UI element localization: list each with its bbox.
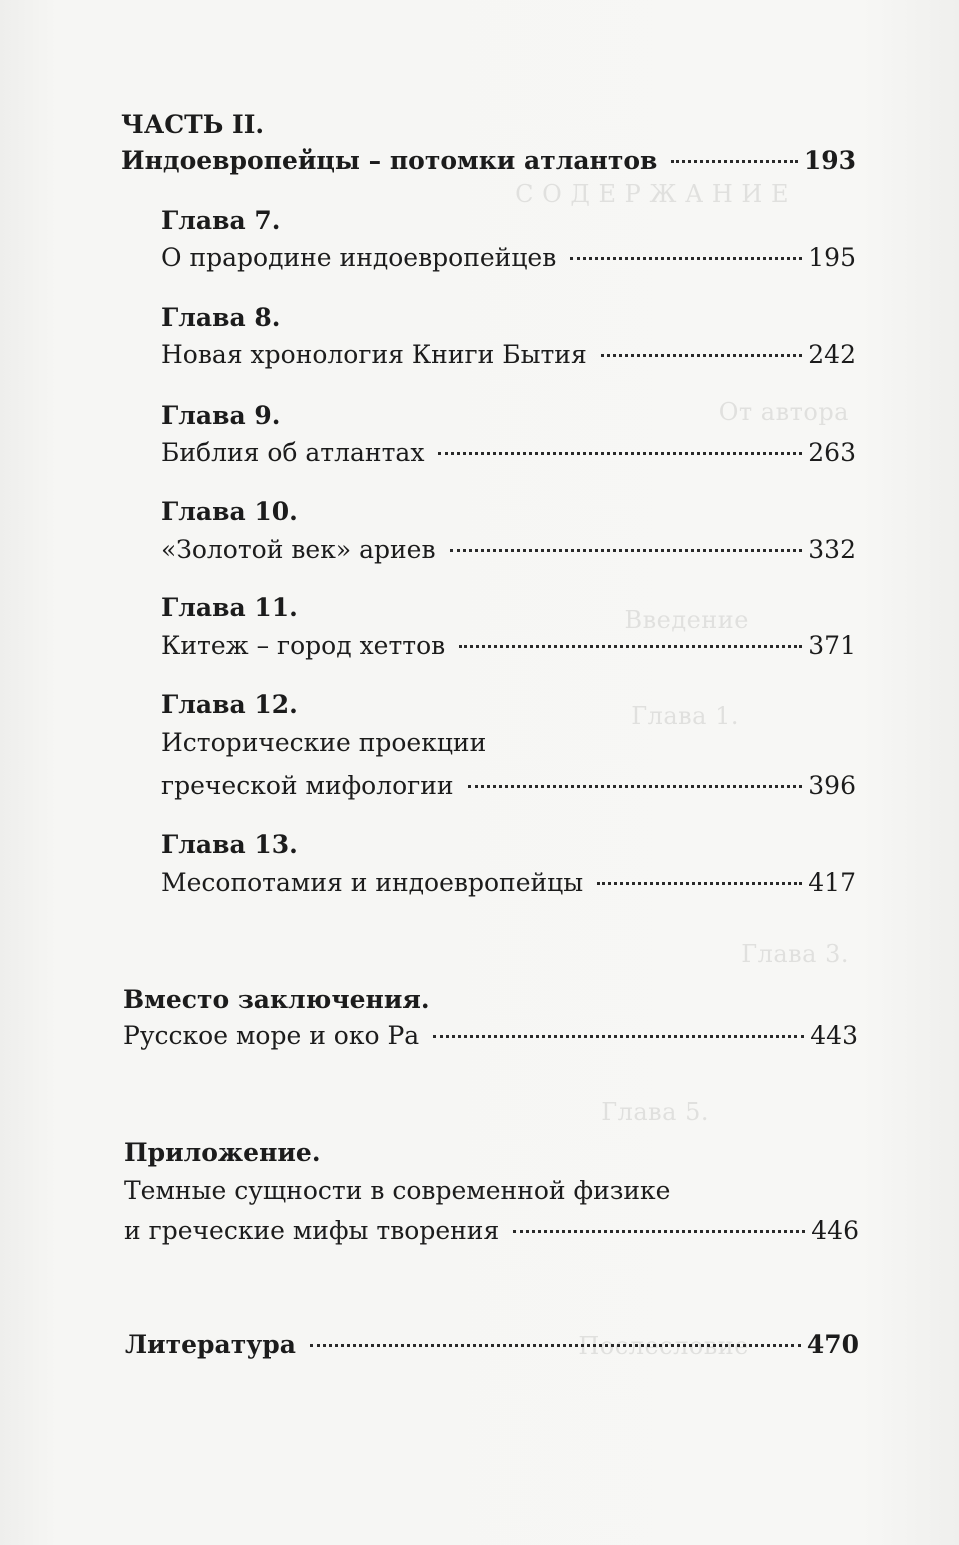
bleed-through-text: Введение <box>624 606 749 634</box>
leader-dots <box>513 1230 805 1233</box>
chapter-title-line-2: греческой мифологии <box>161 771 454 800</box>
chapter-label: Глава 8. <box>161 303 281 332</box>
leader-dots <box>450 549 803 552</box>
chapter-title: Китеж – город хеттов <box>161 631 446 660</box>
page-number: 263 <box>808 438 856 467</box>
conclusion-title: Русское море и око Ра <box>123 1021 420 1050</box>
leader-dots <box>468 785 803 788</box>
literature-title: Литература <box>125 1330 296 1359</box>
leader-dots <box>459 645 802 648</box>
leader-dots <box>310 1344 801 1347</box>
part-label: ЧАСТЬ II. <box>121 110 265 139</box>
bleed-through-text: От автора <box>718 398 849 426</box>
chapter-title: Новая хронология Книги Бытия <box>161 340 587 369</box>
page-number: 332 <box>808 535 856 564</box>
chapter-label: Глава 10. <box>161 497 298 526</box>
leader-dots <box>433 1035 804 1038</box>
page-number: 446 <box>811 1216 859 1245</box>
chapter-label: Глава 7. <box>161 206 281 235</box>
bleed-through-text: Послесловие <box>578 1332 749 1360</box>
chapter-label: Глава 13. <box>161 830 298 859</box>
appendix-label: Приложение. <box>124 1138 321 1167</box>
appendix-title-line-2: и греческие мифы творения <box>124 1216 500 1245</box>
part-entry[interactable] <box>121 146 856 176</box>
toc-entry[interactable] <box>161 868 856 898</box>
leader-dots <box>570 257 802 260</box>
bleed-through-text: Глава 5. <box>601 1098 709 1126</box>
toc-entry[interactable] <box>161 438 856 468</box>
toc-entry[interactable] <box>161 771 856 801</box>
chapter-title: О прародине индоевропейцев <box>161 243 557 272</box>
page-number: 417 <box>808 868 856 897</box>
toc-entry[interactable] <box>161 243 856 273</box>
literature-entry[interactable] <box>125 1330 859 1360</box>
bleed-through-text: Глава 1. <box>631 702 739 730</box>
leader-dots <box>601 354 803 357</box>
appendix-title-line-1[interactable]: Темные сущности в современной физике <box>124 1176 671 1205</box>
bleed-through-text: С О Д Е Р Ж А Н И Е <box>515 180 789 208</box>
bleed-through-text: Глава 3. <box>741 940 849 968</box>
toc-entry[interactable] <box>161 631 856 661</box>
chapter-title: Библия об атлантах <box>161 438 425 467</box>
page-number: 470 <box>806 1330 859 1359</box>
conclusion-label: Вместо заключения. <box>123 985 430 1014</box>
page-number: 195 <box>808 243 856 272</box>
page-number: 443 <box>810 1021 858 1050</box>
leader-dots <box>438 452 802 455</box>
chapter-label: Глава 11. <box>161 593 298 622</box>
page-number: 242 <box>808 340 856 369</box>
part-title: Индоевропейцы – потомки атлантов <box>121 146 658 175</box>
chapter-title-line-1[interactable]: Исторические проекции <box>161 728 487 757</box>
leader-dots <box>597 882 802 885</box>
leader-dots <box>671 160 797 163</box>
page-number: 371 <box>808 631 856 660</box>
page-number: 396 <box>808 771 856 800</box>
chapter-title: Месопотамия и индоевропейцы <box>161 868 584 897</box>
toc-entry[interactable] <box>161 340 856 370</box>
chapter-label: Глава 9. <box>161 401 281 430</box>
page-number: 193 <box>803 146 856 175</box>
toc-entry[interactable] <box>161 535 856 565</box>
chapter-label: Глава 12. <box>161 690 298 719</box>
toc-entry[interactable] <box>123 1021 858 1051</box>
chapter-title: «Золотой век» ариев <box>161 535 436 564</box>
toc-entry[interactable] <box>124 1216 859 1246</box>
